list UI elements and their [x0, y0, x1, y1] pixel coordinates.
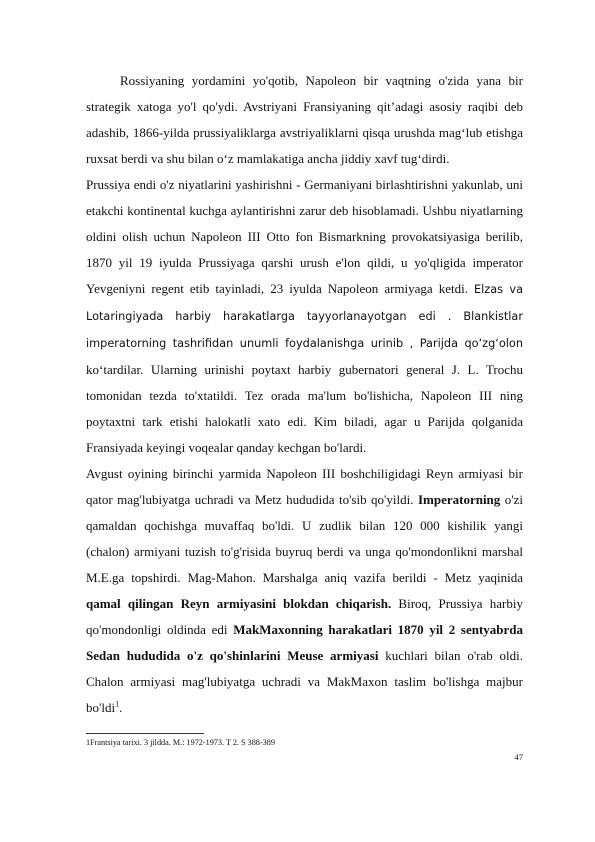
- body-text: [86, 68, 523, 721]
- paragraph-3-bold-f: MakMaxonning harakatlari 1870 yil 2 sentyabrda Sedan hududida o'z qo'shinlarini Meuse armiyasi: [86, 622, 524, 663]
- paragraph-3-end: .: [119, 700, 123, 715]
- paragraph-2: [86, 172, 523, 461]
- paragraph-3-bold-b: Imperatorning: [417, 492, 501, 507]
- paragraph-2-text-b: Elzas va Lotaringiyada harbiy harakatlarga tayyorlanayotgan edi . Blankistlar imperatorning tashrifidan unumli foydalanishga urinib , Parijda qo‘zg‘olon: [86, 283, 524, 350]
- footnote-divider: [86, 733, 204, 734]
- paragraph-2-text-a: Prussiya endi o'z niyatlarini yashirishni - Germaniyani birlashtirishni yakunlab, uni etakchi kontinental kuchga aylantirishni zarur deb hisoblamadi. Ushbu niyatlarning oldini olish uchun Napoleon III Otto fon Bismarkning provokatsiyasiga berilib, 1870 yil 19 iyulda Prussiyaga qarshi urush e'lon qildi, u yo'qligida imperator Yevgeniyni regent etib tayinladi, 23 iyulda Napoleon armiyaga ketdi.: [86, 177, 523, 296]
- footnote: 1Frantsiya tarixi. 3 jildda. M.: 1972-1973. T 2. S 388-389: [86, 738, 275, 747]
- paragraph-3-text-g: kuchlari bilan o'rab oldi. Chalon armiyasi mag'lubiyatga uchradi va MakMaxon taslim bo'lishga majbur bo'ldi: [86, 648, 523, 715]
- paragraph-3-text-a: Avgust oyining birinchi yarmida Napoleon III boshchiligidagi Reyn armiyasi bir qator mag'lubiyatga uchradi va Metz hududida to'sib qo'yildi.: [86, 466, 523, 507]
- paragraph-1: Rossiyaning yordamini yo'qotib, Napoleon bir vaqtning o'zida yana bir strategik xatoga yo'l qo'ydi. Avstriyani Fransiyaning qit’adagi asosiy raqibi deb adashib, 1866-yilda prussiyaliklarga avstriyaliklarni qisqa urushda mag‘lub etishga ruxsat berdi va shu bilan o‘z mamlakatiga ancha jiddiy xavf tug‘dirdi.: [86, 73, 523, 166]
- paragraph-3: [86, 461, 523, 721]
- paragraph-3-text-e: Biroq, Prussiya harbiy qo'mondonligi oldinda edi: [86, 596, 523, 637]
- page-number: 47: [514, 752, 523, 762]
- paragraph-3-bold-d: qamal qilingan Reyn armiyasini blokdan chiqarish.: [86, 596, 392, 611]
- footnote-marker[interactable]: 1: [115, 699, 120, 709]
- paragraph-3-text-c: o'zi qamaldan qochishga muvaffaq bo'ldi. U zudlik bilan 120 000 kishilik yangi (chalon) armiyani tuzish to'g'risida buyruq berdi va unga qo'mondonlikni marshal M.E.ga topshirdi. Mag-Mahon. Marshalga aniq vazifa berildi - Metz yaqinida: [86, 492, 523, 585]
- paragraph-2-text-c: ko‘tardilar. Ularning urinishi poytaxt harbiy gubernatori general J. L. Trochu tomonidan tezda to'xtatildi. Tez orada ma'lum bo'lishicha, Napoleon III ning poytaxtni tark etishi halokatli xato edi. Kim biladi, agar u Parijda qolganida Fransiyada keyingi voqealar qanday kechgan bo'lardi.: [86, 362, 523, 455]
